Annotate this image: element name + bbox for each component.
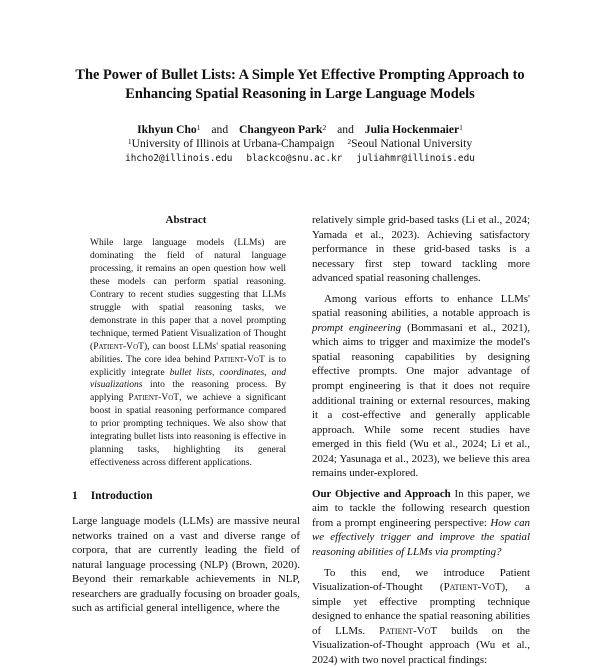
body-paragraph: Large language models (LLMs) are massive neural networks trained on a vast and diverse range of corpora, that are currently leading the field of natural language processing (NLP) (Brown, 2020). Beyond their remarkable achievements in NLP, researchers are gradually focusing on broader goals, such as artificial general intelligence, where the [72, 515, 300, 615]
body-text: (Bommasani et al., 2021), which aims to trigger and maximize the model's spatial reasoning capabilities by designing effective prompts. One major advantage of prompt engineering is that it does not require additional training or external resources, making it a cost-effective and generally applicable approach. While some recent studies have emerged in this field (Wu et al., 2024; Li et al., 2024; Yasunaga et al., 2023), we believe this area remains under-explored. [312, 321, 530, 480]
body-text: In this paper, we aim to tackle the following research question from a prompt engineering perspective: [312, 487, 530, 529]
email-list [40, 153, 560, 165]
method-name: Patient-VoT [128, 392, 180, 404]
paper-title [40, 66, 560, 103]
body-text: Among various efforts to enhance LLMs' spatial reasoning abilities, a notable approach is [312, 292, 530, 320]
method-name: Patient-VoT [443, 581, 502, 594]
body-text: ), a simple yet effective prompting technique designed to enhance the spatial reasoning abilities of LLMs. [312, 581, 531, 637]
affiliation-mark: 2 [347, 137, 352, 146]
author-email: juliahmr@illinois.edu [356, 153, 475, 164]
affiliation-name: Seoul National University [351, 137, 473, 150]
paragraph-heading: Our Objective and Approach [312, 487, 451, 500]
author-affiliation-mark: 1 [196, 123, 201, 132]
abstract-text: ), can boost LLMs' spatial reasoning abilities. The core idea behind [90, 340, 286, 365]
body-text: To this end, we introduce Patient Visualization-of-Thought ( [312, 566, 530, 594]
abstract-paragraph [90, 237, 286, 470]
body-paragraph [312, 292, 530, 481]
abstract-emphasis: bullet lists, coordinates, and visualizations [90, 366, 287, 391]
method-name: Patient-VoT [379, 624, 438, 637]
author-name: Julia Hockenmaier [364, 123, 460, 136]
body-emphasis: prompt engineering [312, 321, 402, 334]
title-line-2: Enhancing Spatial Reasoning in Large Language Models [125, 85, 475, 102]
abstract-text: While large language models (LLMs) are dominating the field of natural language processing, it remains an open question how well these models can perform spatial reasoning. Contrary to recent studies suggesting that LLMs struggle with spatial reasoning tasks, we demonstrate in this paper that a novel prompting technique, termed Patient Visualization of Thought ( [90, 237, 286, 352]
author-affiliation-mark: 2 [322, 123, 327, 132]
body-paragraph [312, 566, 530, 667]
affiliation-mark: 1 [127, 137, 132, 146]
body-paragraph [312, 487, 530, 560]
method-name: Patient-VoT [214, 353, 265, 365]
body-paragraph: relatively simple grid-based tasks (Li et al., 2024; Yamada et al., 2023). Achieving satisfactory performance in these grid-based tasks is a necessary first step toward tackling more advanced spatial reasoning challenges. [312, 214, 530, 285]
abstract-text: is to explicitly integrate [90, 353, 286, 378]
research-question: How can we effectively trigger and improve the spatial reasoning abilities of LLMs via prompting? [312, 516, 530, 559]
method-name: Patient-VoT [93, 340, 144, 352]
body-text: builds on the Visualization-of-Thought approach (Wu et al., 2024) with two novel practical findings: [312, 624, 530, 666]
author-affiliation-mark: 1 [459, 123, 463, 132]
author-email: ihcho2@illinois.edu [125, 153, 233, 164]
author-email: blackco@snu.ac.kr [246, 153, 343, 164]
abstract-body [90, 237, 286, 470]
author-name: Changyeon Park [239, 123, 323, 136]
abstract-text: , we achieve a significant boost in spatial reasoning performance compared to prior prompting techniques. We also show that integrating bullet lists into reasoning is effective in planning tasks, highlighting its general effectiveness across different applications. [90, 392, 286, 469]
author-conjunction: and [337, 123, 354, 136]
section-heading-introduction [72, 490, 300, 502]
abstract-text: into the reasoning process. By applying [90, 379, 286, 404]
abstract-heading: Abstract [165, 214, 207, 226]
right-column [312, 213, 530, 667]
author-conjunction: and [211, 123, 229, 136]
section-number: 1 [72, 490, 78, 502]
author-list [40, 123, 560, 137]
affiliation-list [40, 137, 560, 151]
affiliation-name: University of Illinois at Urbana-Champaign [131, 137, 335, 150]
title-line-1: The Power of Bullet Lists: A Simple Yet Effective Prompting Approach to [75, 67, 525, 83]
section-title: Introduction [90, 490, 153, 502]
introduction-body [72, 514, 300, 616]
author-name: Ikhyun Cho [137, 123, 197, 136]
